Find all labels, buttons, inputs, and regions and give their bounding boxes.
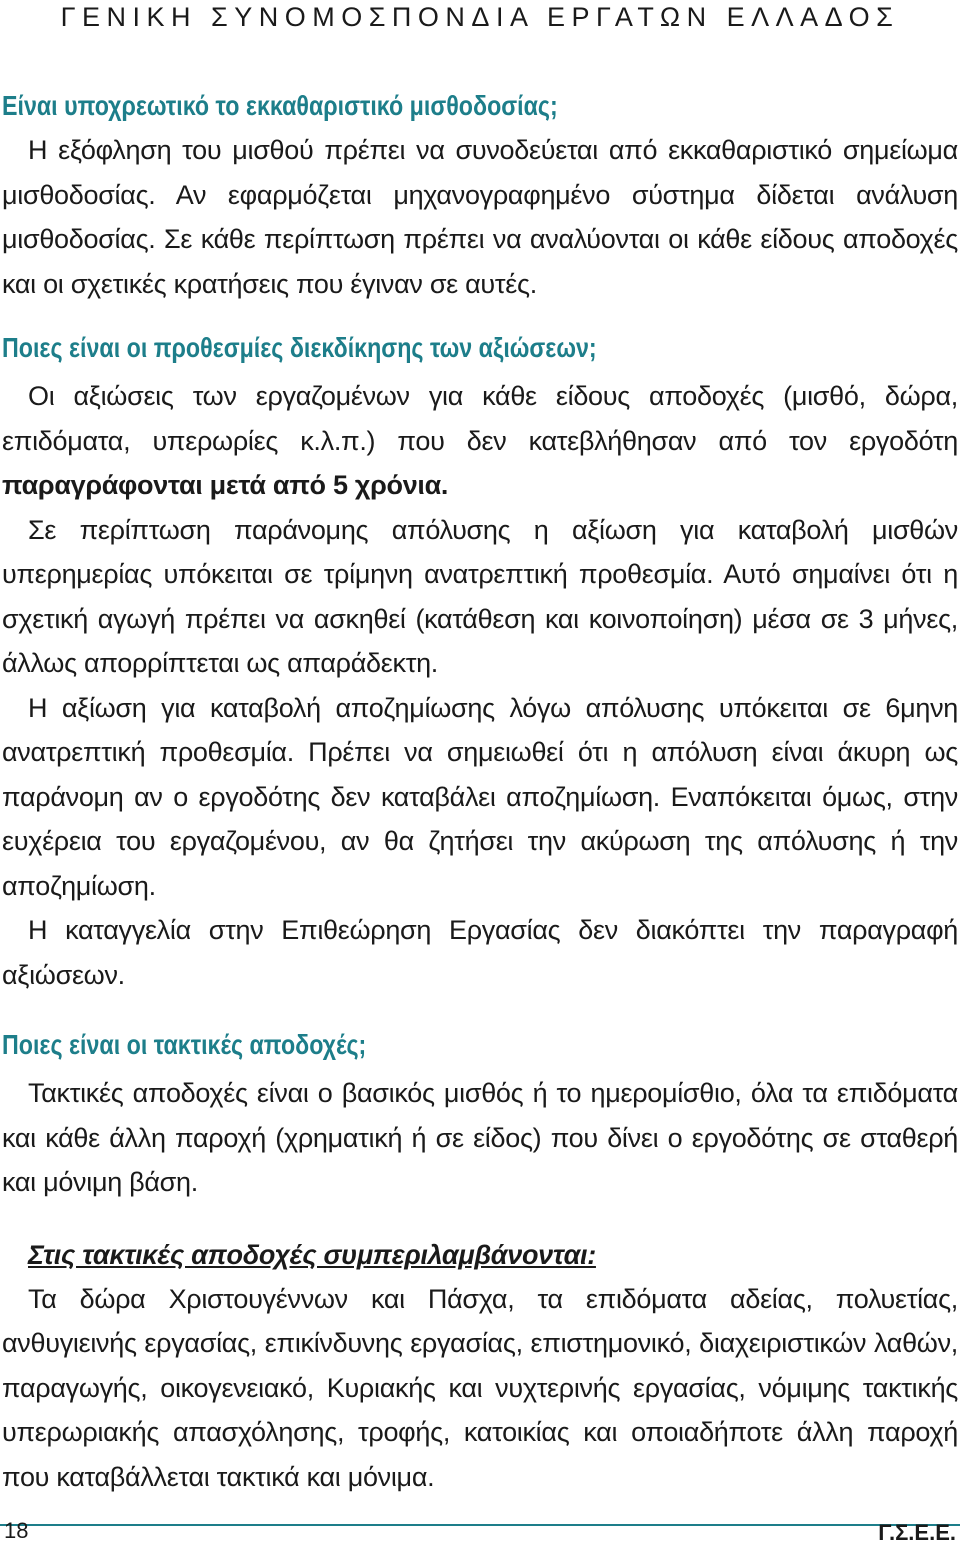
question-heading-deadlines: Ποιες είναι οι προθεσμίες διεκδίκησης των αξιώσεων; [2, 332, 597, 363]
claims-bold-text: παραγράφονται μετά από 5 χρόνια. [2, 470, 449, 500]
footer-brand: Γ.Σ.Ε.Ε. [878, 1520, 956, 1545]
paragraph-labour-inspectorate: Η καταγγελία στην Επιθεώρηση Εργασίας δεν διακόπτει την παραγραφή αξιώσεων. [2, 915, 958, 990]
paragraph-severance-claim: Η αξίωση για καταβολή αποζημίωσης λόγω απόλυσης υπόκειται σε 6μηνη ανατρεπτική προθεσμία. Πρέπει να σημειωθεί ότι η απόλυση είναι άκυρη ως παράνομη αν ο εργοδότης δεν καταβάλει αποζημίωση. Εναπόκειται όμως, στην ευχέρεια του εργαζομένου, αν θα ζητήσει την ακύρωση της απόλυσης ή την αποζημίωση. [2, 692, 958, 901]
question-heading-payslip: Είναι υποχρεωτικό το εκκαθαριστικό μισθοδοσίας; [2, 90, 558, 121]
question-heading-regular-earnings: Ποιες είναι οι τακτικές αποδοχές; [2, 1029, 367, 1060]
claims-text: Οι αξιώσεις των εργαζομένων για κάθε είδους αποδοχές (μισθό, δώρα, επιδόματα, υπερωρίες κ.λ.π.) που δεν κατεβλήθησαν από τον εργοδότη [2, 381, 958, 456]
paragraph-included-items: Τα δώρα Χριστουγέννων και Πάσχα, τα επιδόματα αδείας, πολυετίας, ανθυγιεινής εργασίας, επικίνδυνης εργασίας, επιστημονικό, διαχειριστικών λαθών, παραγωγής, οικογενειακό, Κυριακής και νυχτερινής εργασίας, νόμιμης τακτικής υπερωριακής απασχόλησης, τροφής, κατοικίας και οποιαδήποτε άλλη παροχή που καταβάλλεται τακτικά και μόνιμα. [2, 1283, 958, 1492]
paragraph-claims-limitation [2, 374, 958, 508]
included-items-heading: Στις τακτικές αποδοχές συμπεριλαμβάνονται: [28, 1239, 596, 1270]
paragraph-unlawful-dismissal: Σε περίπτωση παράνομης απόλυσης η αξίωση για καταβολή μισθών υπερημερίας υπόκειται σε τρίμηνη ανατρεπτική προθεσμία. Αυτό σημαίνει ότι η σχετική αγωγή πρέπει να ασκηθεί (κατάθεση και κοινοποίηση) μέσα σε 3 μήνες, άλλως απορρίπτεται ως απαράδεκτη. [2, 514, 958, 678]
page-number: 18 [4, 1518, 29, 1543]
paragraph-payslip: Η εξόφληση του μισθού πρέπει να συνοδεύεται από εκκαθαριστικό σημείωμα μισθοδοσίας. Αν εφαρμόζεται μηχανογραφημένο σύστημα δίδεται ανάλυση μισθοδοσίας. Σε κάθε περίπτωση πρέπει να αναλύονται οι κάθε είδους αποδοχές και οι σχετικές κρατήσεις που έγιναν σε αυτές. [2, 135, 958, 299]
running-header: ΓΕΝΙΚΗ ΣΥΝΟΜΟΣΠΟΝΔΙΑ ΕΡΓΑΤΩΝ ΕΛΛΑΔΟΣ [60, 2, 900, 32]
page-footer [0, 1518, 960, 1556]
paragraph-regular-earnings: Τακτικές αποδοχές είναι ο βασικός μισθός ή το ημερομίσθιο, όλα τα επιδόματα και κάθε άλλη παροχή (χρηματική ή σε είδος) που δίνει ο εργοδότης σε σταθερή και μόνιμη βάση. [2, 1078, 958, 1197]
page-content [2, 84, 958, 1499]
